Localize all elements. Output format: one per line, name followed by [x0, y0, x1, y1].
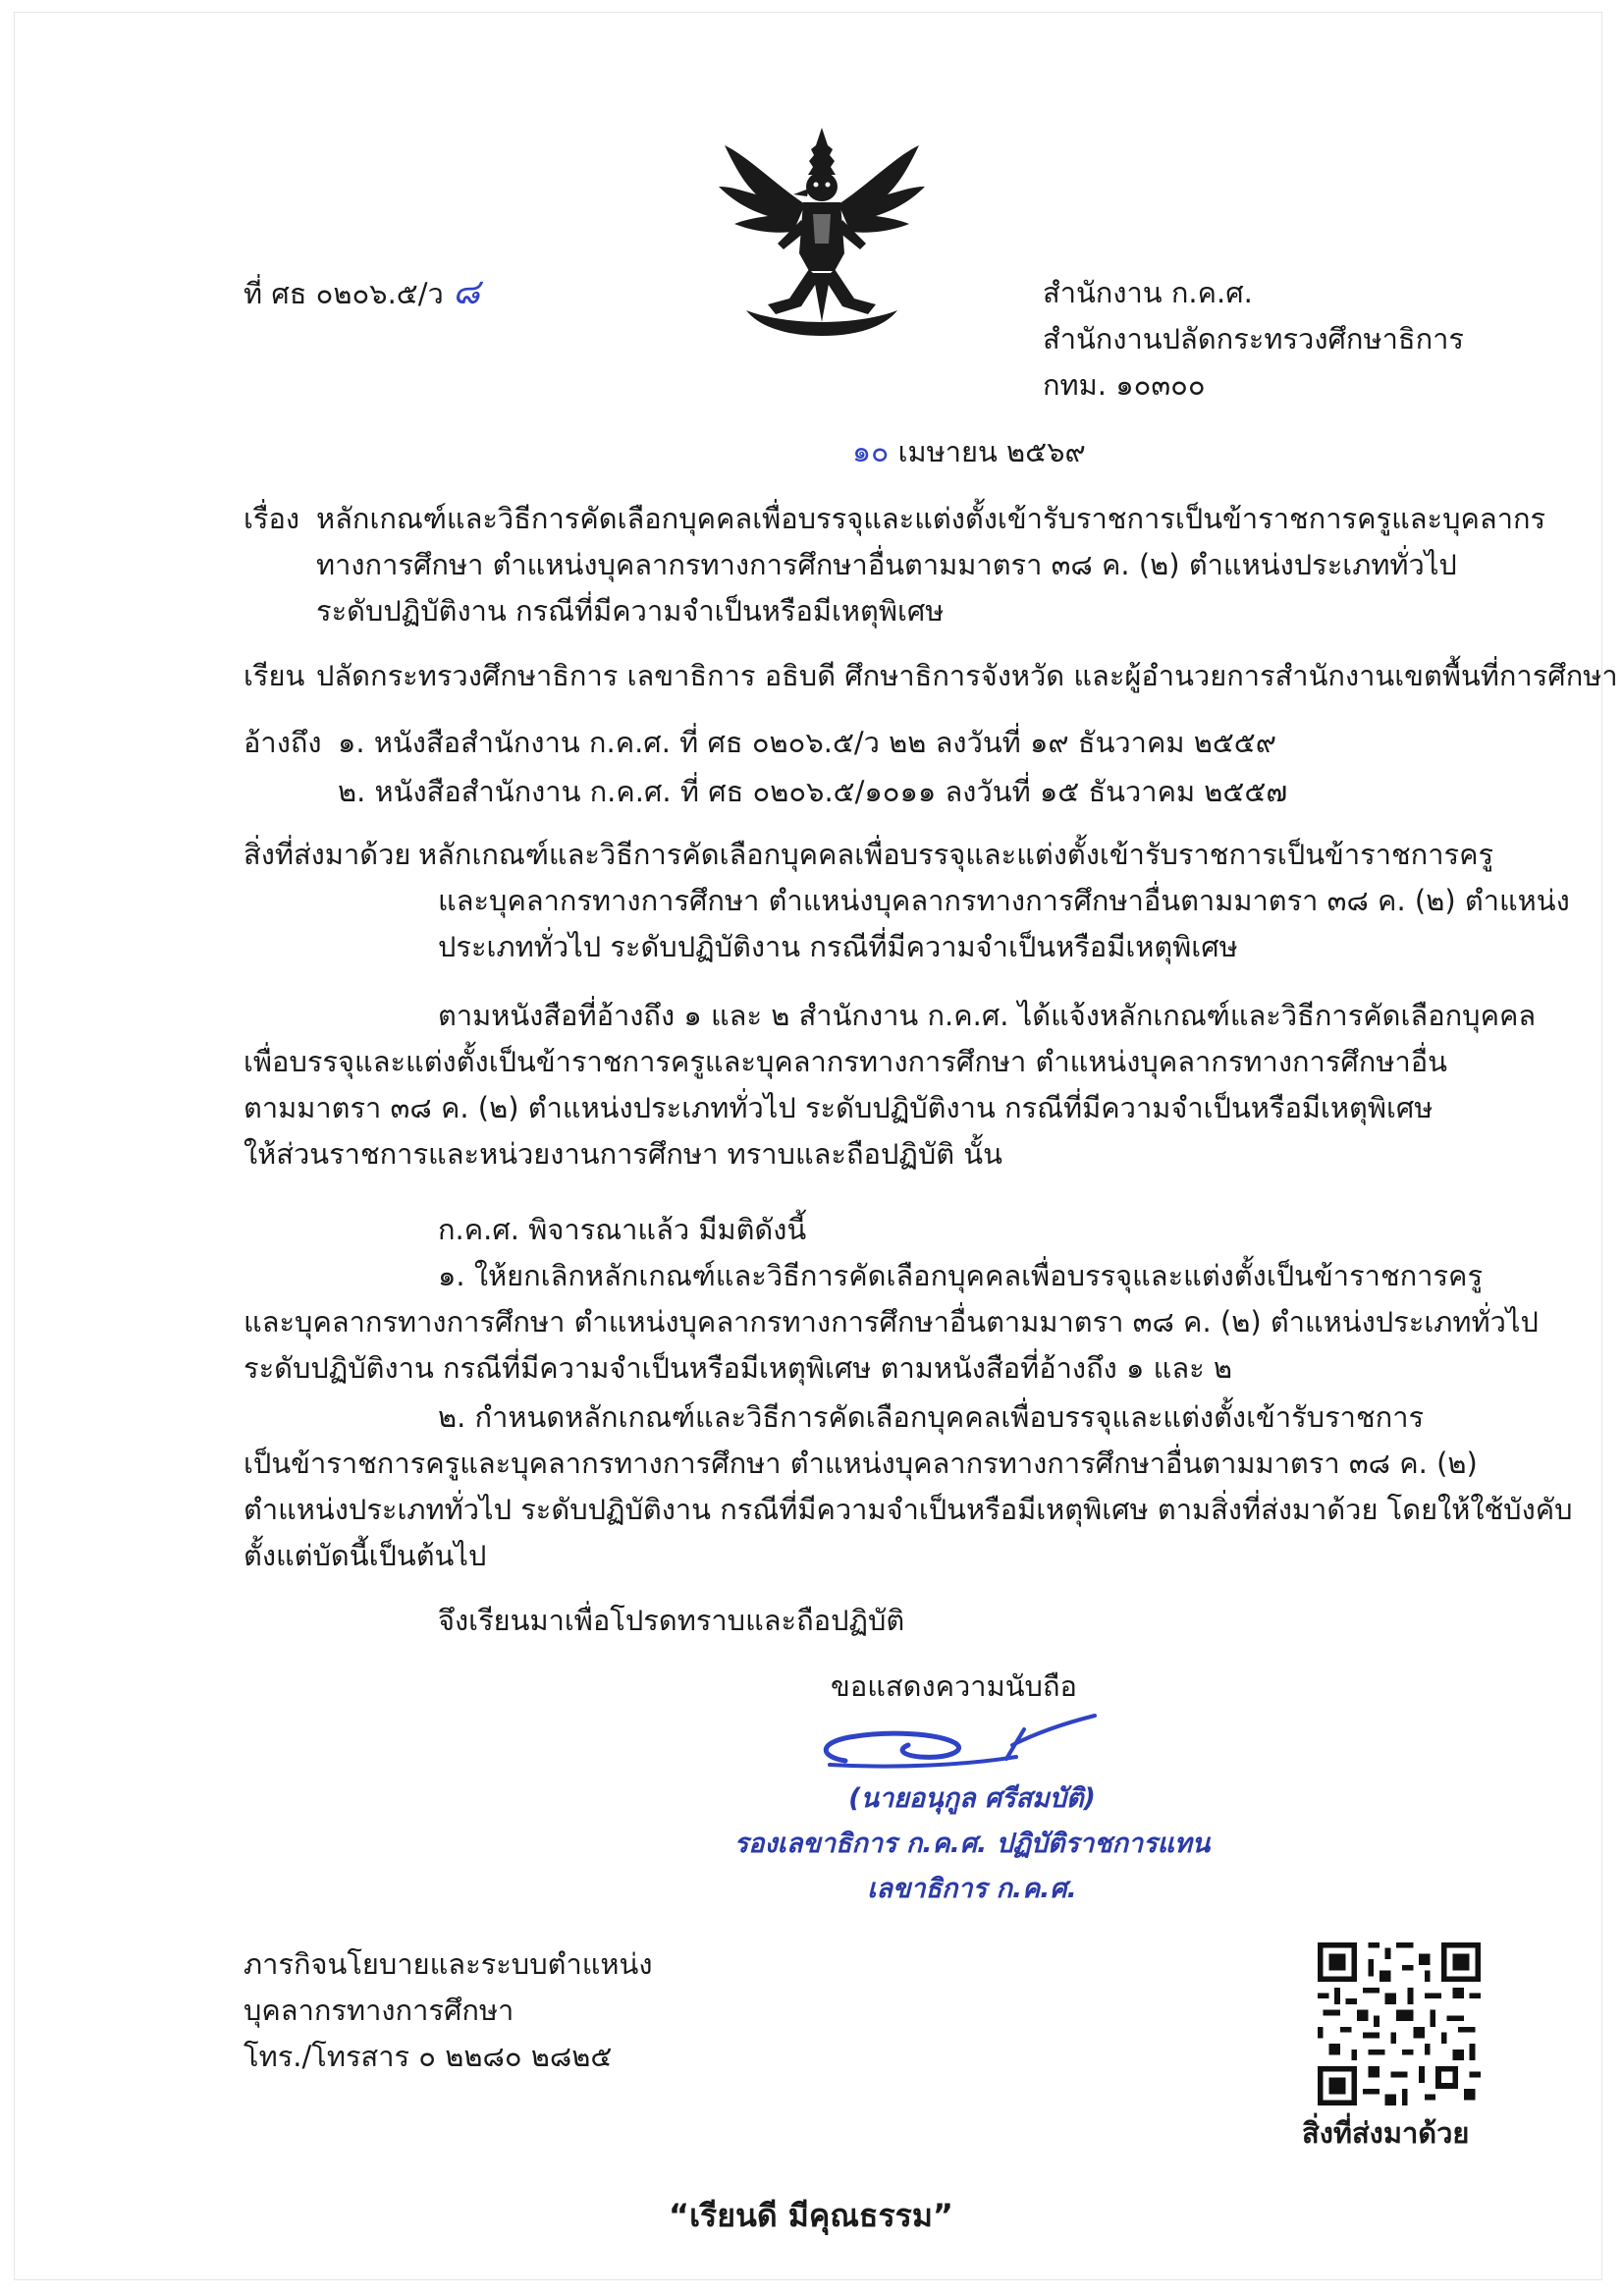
salutation: ขอแสดงความนับถือ: [831, 1669, 1077, 1703]
resolution-item-2: เป็นข้าราชการครูและบุคลากรทางการศึกษา ตำแหน่งบุคลากรทางการศึกษาอื่นตามมาตรา ๓๘ ค. (๒): [243, 1447, 1478, 1480]
resolution-item-2: ตั้งแต่บัดนี้เป็นต้นไป: [243, 1539, 487, 1572]
qr-caption: สิ่งที่ส่งมาด้วย: [1302, 2116, 1470, 2150]
office-name: สำนักงาน ก.ค.ศ.: [1043, 276, 1253, 309]
recipient-label: เรียน: [243, 659, 305, 692]
body-line: ตามหนังสือที่อ้างถึง ๑ และ ๒ สำนักงาน ก.ค.ศ. ได้แจ้งหลักเกณฑ์และวิธีการคัดเลือกบุคคล: [438, 999, 1537, 1032]
enclosure-line: ประเภททั่วไป ระดับปฏิบัติงาน กรณีที่มีความจำเป็นหรือมีเหตุพิเศษ: [438, 930, 1238, 963]
subject-label: เรื่อง: [243, 502, 300, 535]
signatory-title: เลขาธิการ ก.ค.ศ.: [867, 1874, 1077, 1904]
resolution-item-1: ระดับปฏิบัติงาน กรณีที่มีความจำเป็นหรือมีเหตุพิเศษ ตามหนังสือที่อ้างถึง ๑ และ ๒: [243, 1351, 1232, 1385]
office-postcode: กทม. ๑๐๓๐๐: [1043, 368, 1206, 402]
enclosure-line: และบุคลากรทางการศึกษา ตำแหน่งบุคลากรทางการศึกษาอื่นตามมาตรา ๓๘ ค. (๒) ตำแหน่ง: [438, 884, 1570, 917]
references-label: อ้างถึง: [243, 726, 322, 759]
body-line: เพื่อบรรจุและแต่งตั้งเป็นข้าราชการครูและบุคลากรทางการศึกษา ตำแหน่งบุคลากรทางการศึกษาอื่น: [243, 1045, 1448, 1078]
handwritten-signature: [810, 1704, 1154, 1782]
contact-department: ภารกิจนโยบายและระบบตำแหน่ง: [243, 1947, 653, 1981]
enclosure-label: สิ่งที่ส่งมาด้วย: [243, 838, 411, 871]
recipient-text: ปลัดกระทรวงศึกษาธิการ เลขาธิการ อธิบดี ศึกษาธิการจังหวัด และผู้อำนวยการสำนักงานเขตพื้นที่การศึกษา: [316, 659, 1618, 692]
resolution-item-2: ตำแหน่งประเภททั่วไป ระดับปฏิบัติงาน กรณีที่มีความจำเป็นหรือมีเหตุพิเศษ ตามสิ่งที่ส่งมาด้วย โดยให้ใช้บังคับ: [243, 1493, 1573, 1526]
body-line: ให้ส่วนราชการและหน่วยงานการศึกษา ทราบและถือปฏิบัติ นั้น: [243, 1137, 1002, 1171]
document-date: ๑๐ เมษายน ๒๕๖๙: [852, 435, 1086, 469]
signatory-name: (นายอนุกูล ศรีสมบัติ): [848, 1783, 1096, 1814]
closing-sentence: จึงเรียนมาเพื่อโปรดทราบและถือปฏิบัติ: [438, 1604, 905, 1637]
motto: “เรียนดี มีคุณธรรม”: [669, 2197, 953, 2234]
contact-department: บุคลากรทางการศึกษา: [243, 1994, 514, 2027]
reference-item: ๑. หนังสือสำนักงาน ก.ค.ศ. ที่ ศธ ๐๒๐๖.๕/ว ๒๒ ลงวันที่ ๑๙ ธันวาคม ๒๕๕๙: [338, 726, 1276, 759]
resolution-item-1: และบุคลากรทางการศึกษา ตำแหน่งบุคลากรทางการศึกษาอื่นตามมาตรา ๓๘ ค. (๒) ตำแหน่งประเภททั่วไป: [243, 1305, 1539, 1339]
signatory-title: รองเลขาธิการ ก.ค.ศ. ปฏิบัติราชการแทน: [733, 1829, 1211, 1859]
contact-phone: โทร./โทรสาร ๐ ๒๒๘๐ ๒๘๒๕: [243, 2040, 613, 2073]
resolution-item-2: ๒. กำหนดหลักเกณฑ์และวิธีการคัดเลือกบุคคลเพื่อบรรจุและแต่งตั้งเข้ารับราชการ: [438, 1400, 1425, 1434]
resolution-intro: ก.ค.ศ. พิจารณาแล้ว มีมติดังนี้: [438, 1213, 807, 1246]
reference-item: ๒. หนังสือสำนักงาน ก.ค.ศ. ที่ ศธ ๐๒๐๖.๕/๑๐๑๑ ลงวันที่ ๑๕ ธันวาคม ๒๕๕๗: [338, 775, 1288, 808]
garuda-emblem-icon: [707, 126, 937, 342]
qr-code-icon: [1318, 1942, 1481, 2105]
subject-line: หลักเกณฑ์และวิธีการคัดเลือกบุคคลเพื่อบรรจุและแต่งตั้งเข้ารับราชการเป็นข้าราชการครูและบุคลากร: [316, 502, 1546, 535]
resolution-item-1: ๑. ให้ยกเลิกหลักเกณฑ์และวิธีการคัดเลือกบุคคลเพื่อบรรจุและแต่งตั้งเป็นข้าราชการครู: [438, 1259, 1484, 1292]
enclosure-line: หลักเกณฑ์และวิธีการคัดเลือกบุคคลเพื่อบรรจุและแต่งตั้งเข้ารับราชการเป็นข้าราชการครู: [418, 838, 1494, 871]
document-number: ที่ ศธ ๐๒๐๖.๕/ว ๘: [243, 272, 480, 312]
date-day-handwritten: ๑๐: [852, 435, 890, 469]
subject-line: ระดับปฏิบัติงาน กรณีที่มีความจำเป็นหรือมีเหตุพิเศษ: [316, 594, 945, 628]
office-ministry: สำนักงานปลัดกระทรวงศึกษาธิการ: [1043, 322, 1464, 355]
document-number-handwritten: ๘: [453, 272, 480, 312]
subject-line: ทางการศึกษา ตำแหน่งบุคลากรทางการศึกษาอื่นตามมาตรา ๓๘ ค. (๒) ตำแหน่งประเภททั่วไป: [316, 548, 1457, 581]
body-line: ตามมาตรา ๓๘ ค. (๒) ตำแหน่งประเภททั่วไป ระดับปฏิบัติงาน กรณีที่มีความจำเป็นหรือมีเหตุพิเศษ: [243, 1091, 1434, 1124]
